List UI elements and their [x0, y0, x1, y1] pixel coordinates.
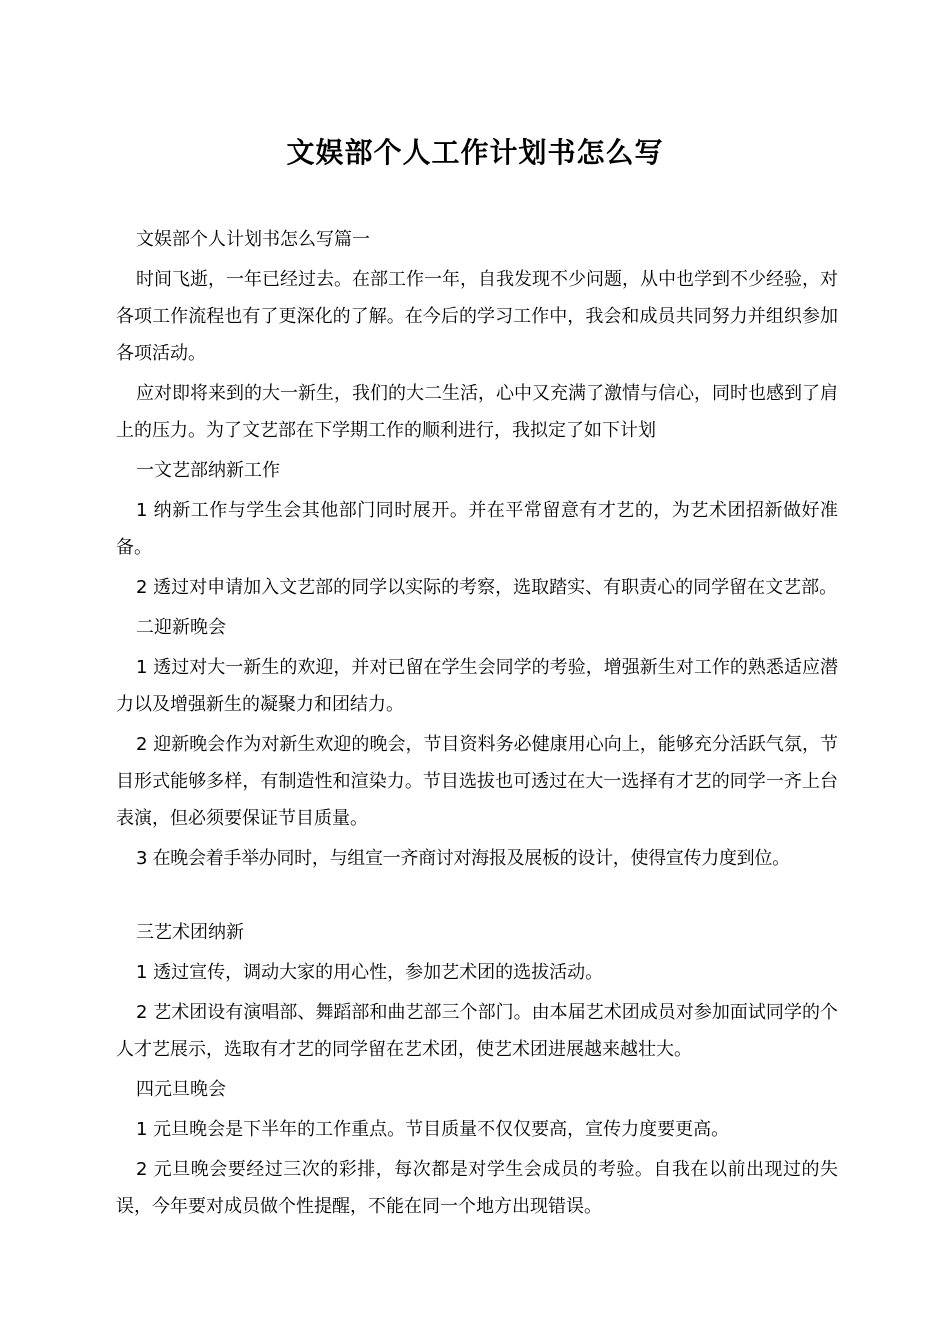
list-item: 3 在晚会着手举办同时，与组宣一齐商讨对海报及展板的设计，使得宣传力度到位。	[136, 848, 790, 869]
section-subtitle: 文娱部个人计划书怎么写篇一	[136, 229, 370, 250]
body-paragraph: 时间飞逝，一年已经过去。在部工作一年，自我发现不少问题，从中也学到不少经验，对各项工作流程也有了更深化的了解。在今后的学习工作中，我会和成员共同努力并组织参加各项活动。	[116, 269, 838, 364]
document-body	[116, 221, 838, 1228]
list-item: 2 艺术团设有演唱部、舞蹈部和曲艺部三个部门。由本届艺术团成员对参加面试同学的个人才艺展示，选取有才艺的同学留在艺术团，使艺术团进展越来越壮大。	[116, 1002, 838, 1060]
list-item: 1 元旦晚会是下半年的工作重点。节目质量不仅仅要高，宣传力度要更高。	[136, 1119, 730, 1140]
list-item: 2 迎新晚会作为对新生欢迎的晚会，节目资料务必健康用心向上，能够充分活跃气氛，节目形式能够多样，有制造性和渲染力。节目选拔也可透过在大一选择有才艺的同学一齐上台表演，但必须要保证节目质量。	[116, 734, 838, 829]
section-heading: 二迎新晚会	[136, 617, 226, 638]
list-item: 1 透过对大一新生的欢迎，并对已留在学生会同学的考验，增强新生对工作的熟悉适应潜力以及增强新生的凝聚力和团结力。	[116, 657, 838, 715]
section-heading: 四元旦晚会	[136, 1079, 226, 1100]
section-heading: 三艺术团纳新	[136, 922, 244, 943]
section-heading: 一文艺部纳新工作	[136, 460, 280, 481]
body-paragraph: 应对即将来到的大一新生，我们的大二生活，心中又充满了激情与信心，同时也感到了肩上的压力。为了文艺部在下学期工作的顺利进行，我拟定了如下计划	[116, 383, 838, 441]
document-title: 文娱部个人工作计划书怎么写	[286, 136, 664, 169]
list-item: 1 纳新工作与学生会其他部门同时展开。并在平常留意有才艺的，为艺术团招新做好准备。	[116, 500, 838, 558]
list-item: 1 透过宣传，调动大家的用心性，参加艺术团的选拔活动。	[136, 962, 604, 983]
paragraph-gap	[116, 880, 838, 914]
list-item: 2 透过对申请加入文艺部的同学以实际的考察，选取踏实、有职责心的同学留在文艺部。	[136, 577, 838, 598]
list-item: 2 元旦晚会要经过三次的彩排，每次都是对学生会成员的考验。自我在以前出现过的失误，今年要对成员做个性提醒，不能在同一个地方出现错误。	[116, 1159, 838, 1217]
